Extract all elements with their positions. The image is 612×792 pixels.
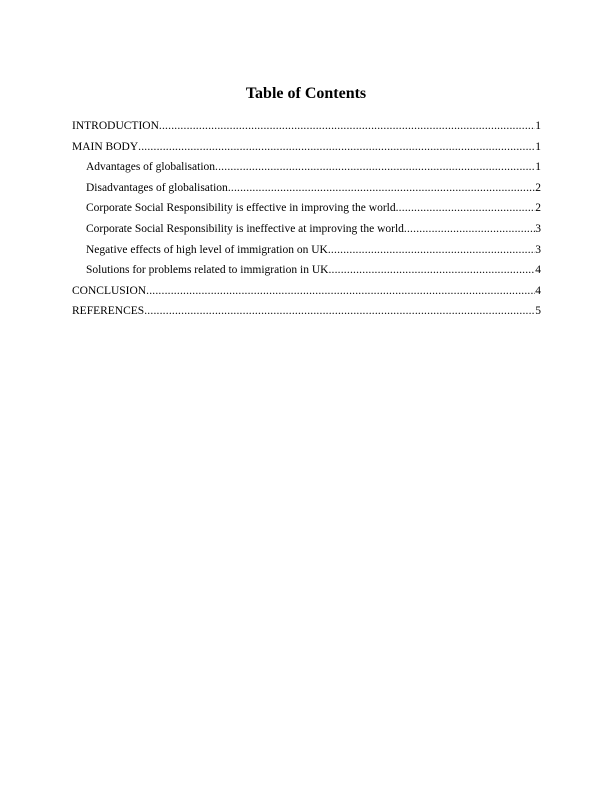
toc-entry-label[interactable]: REFERENCES [72,305,145,318]
dot-leader [138,137,535,158]
dot-leader [159,116,535,137]
toc-page-number: 2 [535,202,541,215]
toc-entry-introduction[interactable] [72,116,541,137]
dot-leader [328,240,535,261]
toc-page-number: 1 [535,120,541,132]
dot-leader [396,198,536,219]
toc-entry-references[interactable] [72,301,541,322]
toc-entry-label[interactable]: Disadvantages of globalisation [86,181,228,194]
toc-title: Table of Contents [245,85,367,102]
toc-entry-advantages-of-globalisation[interactable] [72,157,541,178]
toc-entry-label[interactable]: INTRODUCTION [72,120,159,132]
toc-entry-negative-effects-immigration[interactable] [72,240,541,261]
toc-entry-label[interactable]: Corporate Social Responsibility is ineffective at improving the world [86,222,404,235]
dot-leader [215,157,535,178]
toc-entry-csr-effective[interactable] [72,198,541,219]
toc-page-number: 4 [535,264,541,277]
toc-page-number: 4 [535,284,541,297]
toc-entry-conclusion[interactable] [72,281,541,302]
toc-page-number: 1 [535,161,541,174]
toc-page-number: 2 [535,181,541,194]
toc-entry-label[interactable]: MAIN BODY [72,140,139,153]
toc-page-number: 3 [535,243,541,256]
toc-page-number: 5 [535,305,541,318]
toc-entry-main-body[interactable] [72,137,541,158]
toc-entry-label[interactable]: CONCLUSION [72,284,147,297]
toc-list [72,116,541,322]
dot-leader [328,260,535,281]
toc-entry-label[interactable]: Solutions for problems related to immigration in UK [86,264,329,277]
toc-entry-label[interactable]: Negative effects of high level of immigration on UK [86,243,328,256]
toc-entry-label[interactable]: Advantages of globalisation [86,161,216,174]
toc-entry-csr-ineffective[interactable] [72,219,541,240]
toc-entry-solutions-immigration[interactable] [72,260,541,281]
dot-leader [228,178,535,199]
toc-page-number: 3 [535,222,541,235]
toc-entry-disadvantages-of-globalisation[interactable] [72,178,541,199]
dot-leader [404,219,535,240]
toc-entry-label[interactable]: Corporate Social Responsibility is effective in improving the world [86,202,396,215]
toc-page-number: 1 [535,140,541,153]
dot-leader [146,281,535,302]
dot-leader [144,301,535,322]
